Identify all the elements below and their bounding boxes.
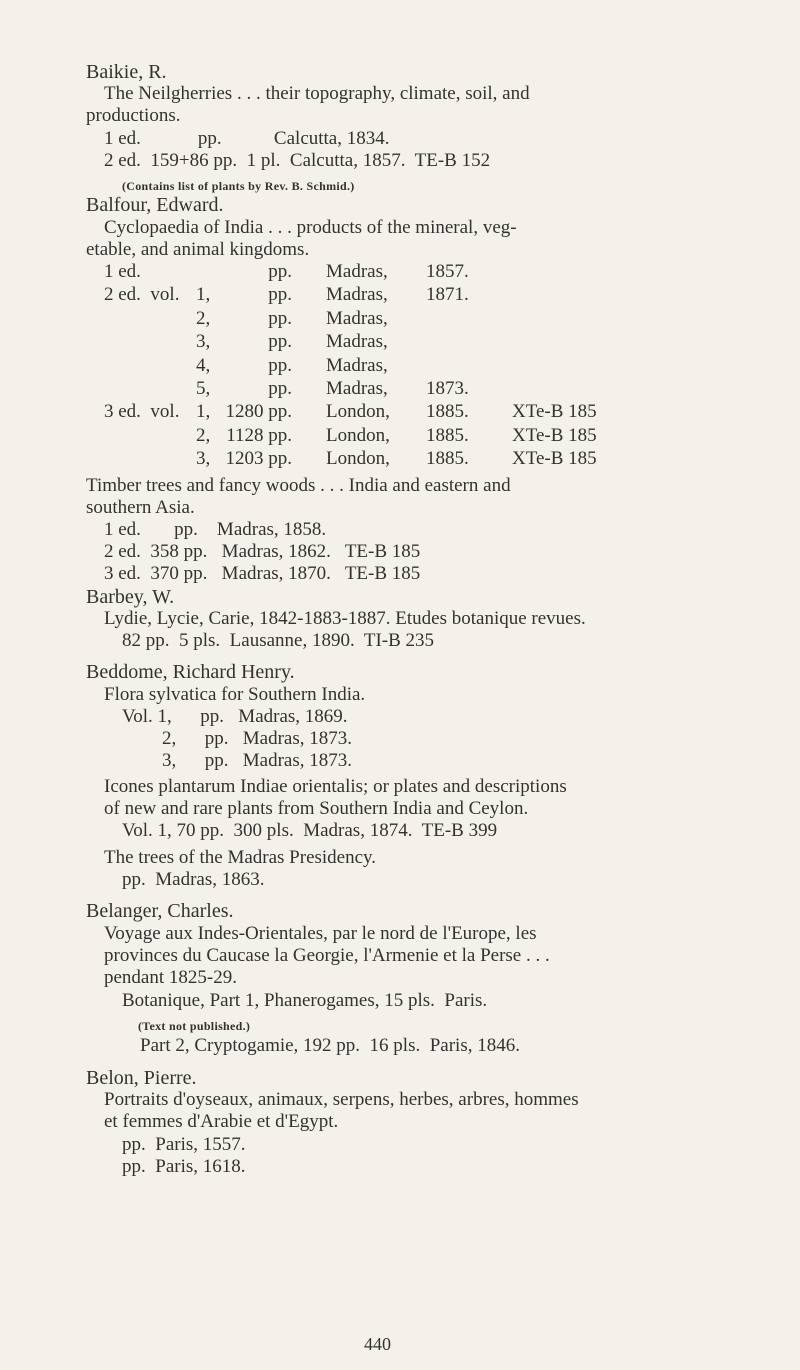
table-cell-vol: 2, — [196, 424, 211, 446]
table-cell-year: 1885. — [426, 448, 469, 470]
entry-line: Botanique, Part 1, Phanerogames, 15 pls. Paris. — [122, 990, 488, 1011]
table-cell-pp: 1280 pp. — [225, 401, 292, 423]
entry-line: Vol. 1, 70 pp. 300 pls. Madras, 1874. TE-B 399 — [122, 820, 498, 841]
entry-line: The Neilgherries . . . their topography, climate, soil, and — [104, 83, 530, 104]
entry-line: 3 ed. 370 pp. Madras, 1870. TE-B 185 — [104, 563, 421, 584]
table-cell-year: 1857. — [426, 261, 469, 282]
entry-line: Flora sylvatica for Southern India. — [104, 684, 366, 705]
entry-line: southern Asia. — [86, 497, 195, 518]
table-cell-place: Madras, — [326, 307, 388, 329]
entry-line: The trees of the Madras Presidency. — [104, 847, 377, 868]
table-cell-vol: 1, — [196, 401, 211, 423]
table-cell-vol: 4, — [196, 354, 211, 376]
table-cell-vol: 2, — [196, 307, 211, 329]
entry-line: Part 2, Cryptogamie, 192 pp. 16 pls. Paris, 1846. — [140, 1035, 520, 1056]
table-cell-pp: pp. — [268, 378, 292, 399]
table-cell-pp: pp. — [268, 331, 292, 353]
table-cell-pp: pp. — [268, 307, 292, 329]
table-cell-ed: 3 ed. vol. — [104, 401, 180, 423]
entry-line: 3, pp. Madras, 1873. — [162, 750, 352, 771]
table-cell-year: 1871. — [426, 284, 469, 306]
table-cell-ref: XTe-B 185 — [512, 424, 597, 446]
table-cell-ref: XTe-B 185 — [512, 448, 597, 470]
table-cell-place: London, — [326, 448, 390, 470]
note-line: (Text not published.) — [138, 1019, 251, 1033]
table-cell-ed: 2 ed. vol. — [104, 284, 180, 306]
entry-line: pp. Madras, 1863. — [122, 869, 265, 890]
entry-line: Lydie, Lycie, Carie, 1842-1883-1887. Etudes botanique revues. — [104, 608, 586, 629]
entry-line: 82 pp. 5 pls. Lausanne, 1890. TI-B 235 — [122, 630, 435, 651]
page-number: 440 — [364, 1334, 391, 1354]
table-cell-place: Madras, — [326, 331, 388, 353]
entry-line: Cyclopaedia of India . . . products of the mineral, veg- — [104, 217, 517, 238]
entry-line: pp. Paris, 1618. — [122, 1156, 246, 1177]
table-cell-year: 1885. — [426, 401, 469, 423]
table-cell-vol: 3, — [196, 448, 211, 470]
entry-line: Portraits d'oyseaux, animaux, serpens, herbes, arbres, hommes — [104, 1089, 579, 1110]
author-heading: Baikie, R. — [86, 61, 167, 83]
table-cell-ed: 1 ed. — [104, 261, 141, 282]
entry-line: pp. Paris, 1557. — [122, 1134, 246, 1155]
entry-line: et femmes d'Arabie et d'Egypt. — [104, 1111, 339, 1132]
table-cell-year: 1873. — [426, 378, 469, 399]
entry-line: 1 ed. pp. Madras, 1858. — [104, 519, 327, 540]
entry-line: Vol. 1, pp. Madras, 1869. — [122, 706, 348, 727]
author-heading: Barbey, W. — [86, 586, 175, 608]
entry-line: of new and rare plants from Southern India and Ceylon. — [104, 798, 529, 819]
entry-line: 2 ed. 358 pp. Madras, 1862. TE-B 185 — [104, 541, 421, 562]
table-cell-pp: pp. — [268, 354, 292, 376]
table-cell-pp: 1203 pp. — [225, 448, 292, 470]
table-cell-place: London, — [326, 401, 390, 423]
table-cell-vol: 5, — [196, 378, 211, 399]
entry-line: Icones plantarum Indiae orientalis; or plates and descriptions — [104, 776, 567, 797]
table-cell-place: Madras, — [326, 261, 388, 282]
entry-line: 2 ed. 159+86 pp. 1 pl. Calcutta, 1857. TE-B 152 — [104, 150, 491, 171]
author-heading: Balfour, Edward. — [86, 194, 224, 216]
entry-line: Voyage aux Indes-Orientales, par le nord de l'Europe, les — [104, 923, 537, 944]
table-cell-pp: pp. — [268, 261, 292, 282]
author-heading: Belon, Pierre. — [86, 1067, 197, 1089]
table-cell-vol: 1, — [196, 284, 211, 306]
entry-line: 2, pp. Madras, 1873. — [162, 728, 352, 749]
entry-line: etable, and animal kingdoms. — [86, 239, 310, 260]
entry-line: provinces du Caucase la Georgie, l'Armenie et la Perse . . . — [104, 945, 550, 966]
table-cell-year: 1885. — [426, 424, 469, 446]
table-cell-place: Madras, — [326, 354, 388, 376]
entry-line: pendant 1825-29. — [104, 967, 237, 988]
entry-line: 1 ed. pp. Calcutta, 1834. — [104, 128, 390, 149]
author-heading: Beddome, Richard Henry. — [86, 661, 295, 683]
table-cell-pp: 1128 pp. — [226, 424, 292, 446]
table-cell-pp: pp. — [268, 284, 292, 306]
table-cell-ref: XTe-B 185 — [512, 401, 597, 423]
entry-line: productions. — [86, 105, 181, 126]
table-cell-place: Madras, — [326, 378, 388, 399]
table-cell-vol: 3, — [196, 331, 211, 353]
entry-line: Timber trees and fancy woods . . . India and eastern and — [86, 475, 511, 496]
author-heading: Belanger, Charles. — [86, 900, 234, 922]
note-line: (Contains list of plants by Rev. B. Schmid.) — [122, 179, 355, 193]
table-cell-place: Madras, — [326, 284, 388, 306]
table-cell-place: London, — [326, 424, 390, 446]
